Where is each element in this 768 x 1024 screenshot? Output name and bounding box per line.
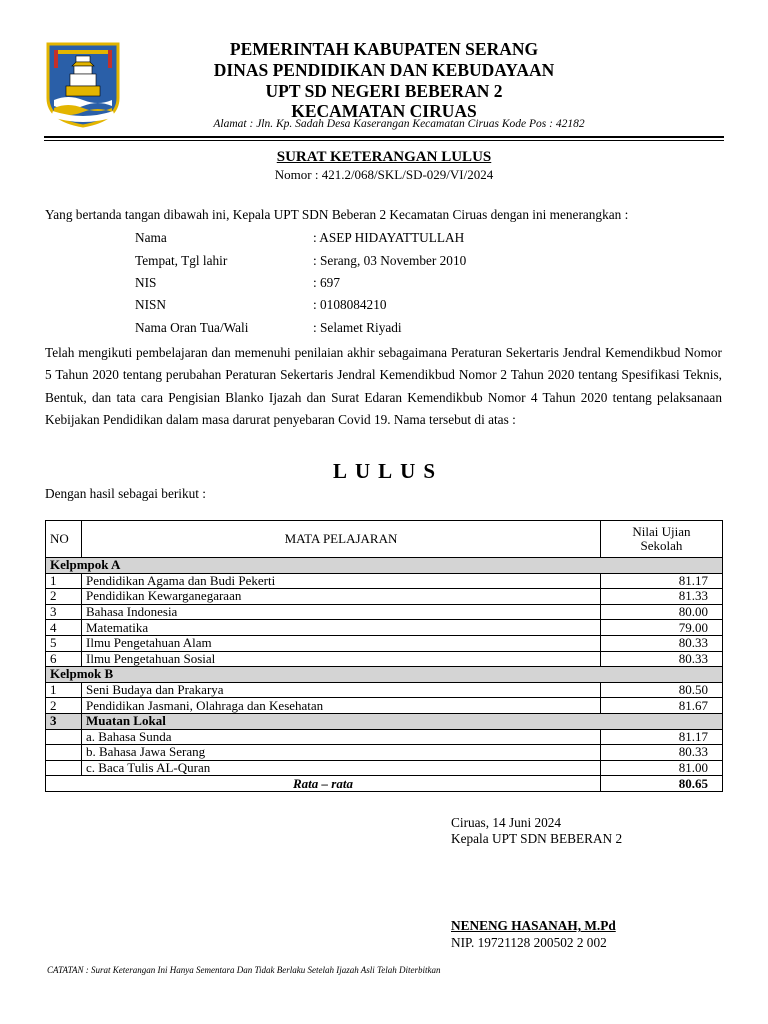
table-header-row [46, 521, 723, 558]
row-score: 81.17 [601, 573, 723, 589]
result-heading: LULUS [332, 459, 444, 483]
identity-label: Nama [135, 230, 167, 245]
row-subject: a. Bahasa Sunda [82, 729, 601, 745]
header-school-name: UPT SD NEGERI BEBERAN 2 [265, 81, 503, 101]
row-score: 81.67 [601, 698, 723, 714]
group-label: Muatan Lokal [82, 713, 723, 729]
table-row [46, 698, 723, 714]
row-subject: Matematika [82, 620, 601, 636]
row-number [46, 760, 82, 776]
row-number [46, 729, 82, 745]
row-number: 4 [46, 620, 82, 636]
table-row [46, 729, 723, 745]
row-number: 1 [46, 573, 82, 589]
document-title: SURAT KETERANGAN LULUS [276, 149, 492, 165]
row-score: 79.00 [601, 620, 723, 636]
row-number: 6 [46, 651, 82, 667]
table-row [46, 573, 723, 589]
identity-value: : Selamet Riyadi [313, 320, 402, 335]
row-score: 81.00 [601, 760, 723, 776]
row-subject: Pendidikan Agama dan Budi Pekerti [82, 573, 601, 589]
header-divider-thin [44, 140, 724, 141]
identity-label: NIS [135, 275, 157, 290]
row-subject: b. Bahasa Jawa Serang [82, 745, 601, 761]
identity-value: : Serang, 03 November 2010 [313, 253, 467, 268]
signature-nip: NIP. 19721128 200502 2 002 [451, 935, 607, 950]
signature-place-date: Ciruas, 14 Juni 2024 [451, 815, 562, 830]
row-number: 2 [46, 698, 82, 714]
group-row [46, 713, 723, 729]
table-row [46, 682, 723, 698]
group-row [46, 667, 723, 683]
row-score: 81.33 [601, 589, 723, 605]
row-score: 80.33 [601, 745, 723, 761]
footnote: CATATAN : Surat Keterangan Ini Hanya Sementara Dan Tidak Berlaku Setelah Ijazah Asli Telah Diterbitkan [47, 965, 441, 975]
identity-label: Tempat, Tgl lahir [135, 253, 228, 268]
header-government-name: PEMERINTAH KABUPATEN SERANG [229, 39, 539, 59]
row-subject: Pendidikan Kewarganegaraan [82, 589, 601, 605]
row-subject: Ilmu Pengetahuan Sosial [82, 651, 601, 667]
intro-text: Yang bertanda tangan dibawah ini, Kepala UPT SDN Beberan 2 Kecamatan Ciruas dengan ini menerangkan : [45, 207, 629, 222]
table-row [46, 635, 723, 651]
row-score: 80.33 [601, 635, 723, 651]
row-subject: Bahasa Indonesia [82, 604, 601, 620]
result-intro: Dengan hasil sebagai berikut : [45, 486, 206, 501]
group-label: Kelpmok B [46, 667, 723, 683]
header-agency-name: DINAS PENDIDIKAN DAN KEBUDAYAAN [213, 60, 555, 80]
table-row [46, 760, 723, 776]
row-subject: Seni Budaya dan Prakarya [82, 682, 601, 698]
row-score: 81.17 [601, 729, 723, 745]
row-number: 3 [46, 713, 82, 729]
row-score: 80.50 [601, 682, 723, 698]
signature-position: Kepala UPT SDN BEBERAN 2 [451, 831, 623, 846]
table-row [46, 620, 723, 636]
header-district-name: KECAMATAN CIRUAS [291, 101, 477, 121]
column-header-score: Nilai Ujian Sekolah [601, 521, 723, 558]
identity-value: : 697 [313, 275, 340, 290]
identity-value: : ASEP HIDAYATTULLAH [313, 230, 465, 245]
grades-table [45, 520, 723, 792]
row-number: 5 [46, 635, 82, 651]
row-subject: c. Baca Tulis AL-Quran [82, 760, 601, 776]
document-number: Nomor : 421.2/068/SKL/SD-029/VI/2024 [274, 167, 494, 182]
row-subject: Pendidikan Jasmani, Olahraga dan Kesehatan [82, 698, 601, 714]
row-number: 3 [46, 604, 82, 620]
table-row [46, 589, 723, 605]
row-number: 2 [46, 589, 82, 605]
column-header-no: NO [46, 521, 82, 558]
row-score: 80.00 [601, 604, 723, 620]
signature-name: NENENG HASANAH, M.Pd [451, 918, 616, 933]
table-row [46, 651, 723, 667]
table-row [46, 745, 723, 761]
identity-value: : 0108084210 [313, 297, 387, 312]
row-number: 1 [46, 682, 82, 698]
header-address: Alamat : Jln. Kp. Sadah Desa Kaserangan Kecamatan Ciruas Kode Pos : 42182 [213, 118, 585, 130]
group-label: Kelpmpok A [46, 558, 723, 574]
average-row [46, 776, 723, 792]
row-number [46, 745, 82, 761]
header-divider-thick [44, 136, 724, 138]
table-row [46, 604, 723, 620]
row-score: 80.33 [601, 651, 723, 667]
average-value: 80.65 [601, 776, 723, 792]
group-row [46, 558, 723, 574]
identity-label: NISN [135, 297, 167, 312]
row-subject: Ilmu Pengetahuan Alam [82, 635, 601, 651]
column-header-subject: MATA PELAJARAN [82, 521, 601, 558]
regulation-paragraph: Telah mengikuti pembelajaran dan memenuhi penilaian akhir sebagaimana Peraturan Sekertaris Jendral Kemendikbud Nomor 5 Tahun 2020 tentang perubahan Peraturan Sekertaris Jendral Kemendikbud Nomor 2 Tahun 2020 tentang Spesifikasi Teknis, Bentuk, dan tata cara Pengisian Blanko Ijazah dan Surat Edaran Kemendikbub Nomor 4 Tahun 2020 tentang pelaksanaan Kebijakan Pendidikan dalam masa darurat penyebaran Covid 19. Nama tersebut di atas : [45, 345, 722, 428]
average-label: Rata – rata [46, 776, 601, 792]
identity-label: Nama Oran Tua/Wali [135, 320, 249, 335]
